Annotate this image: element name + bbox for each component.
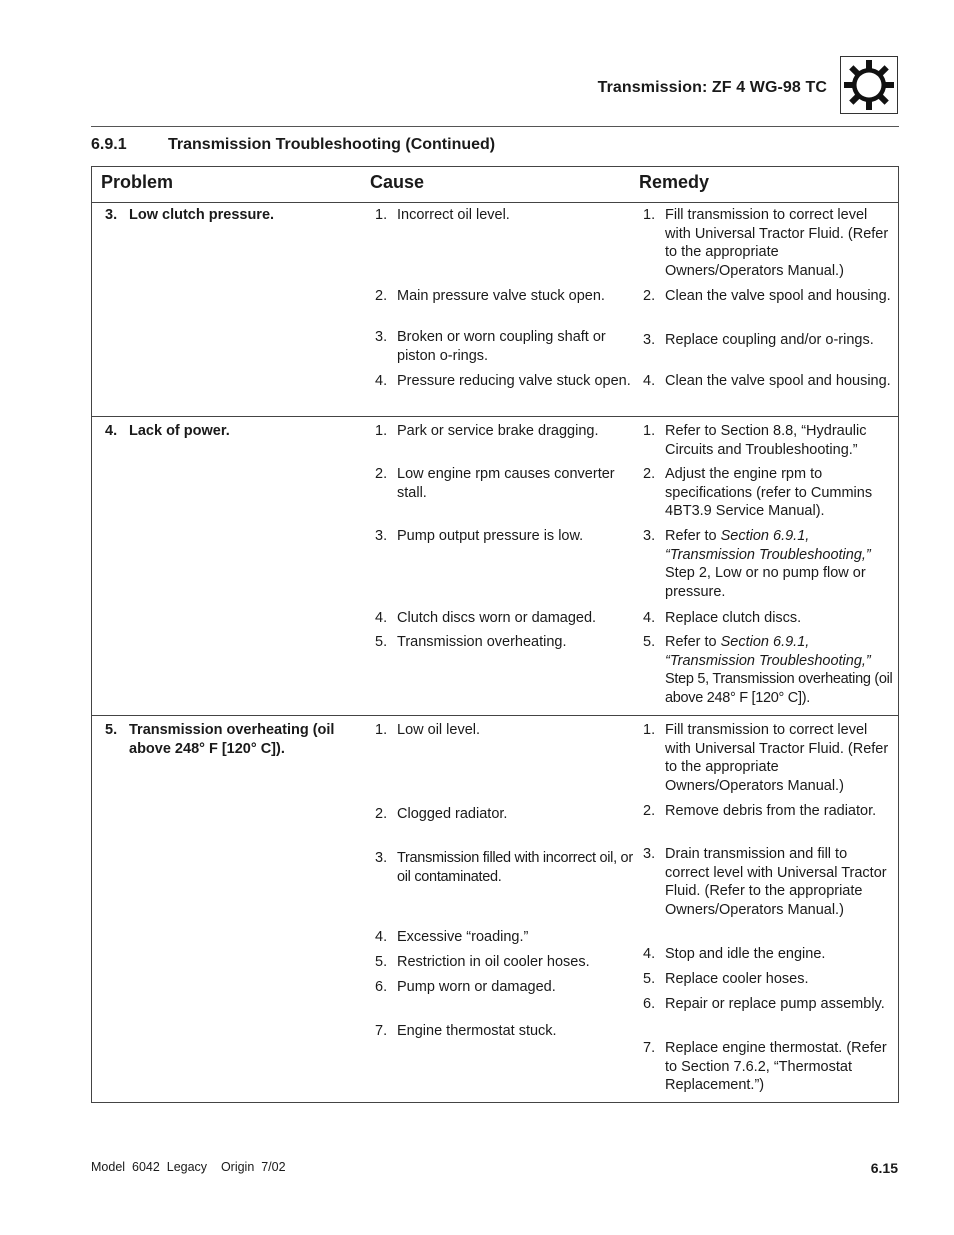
item-number: 3. xyxy=(643,332,656,348)
item-number: 1. xyxy=(375,722,388,738)
remedy-item xyxy=(643,970,893,989)
column-header-remedy: Remedy xyxy=(639,172,710,192)
item-number: 5. xyxy=(375,634,388,650)
cause-item xyxy=(375,953,635,972)
section-title: Transmission Troubleshooting (Continued) xyxy=(168,136,496,153)
section-reference: Section 6.9.1, “Transmission Troubleshooting,” xyxy=(665,634,871,669)
remedy-item xyxy=(643,331,893,350)
item-text-plain: Step 2, Low or no pump flow or pressure. xyxy=(665,565,866,600)
page-number: 6.15 xyxy=(870,1160,898,1176)
problem-number: 4. xyxy=(105,423,118,439)
cause-item xyxy=(375,422,635,441)
cause-item xyxy=(375,978,635,997)
item-text: Repair or replace pump assembly. xyxy=(665,996,885,1012)
troubleshooting-table xyxy=(91,166,899,1103)
item-text: Replace clutch discs. xyxy=(665,610,802,626)
gear-icon-box xyxy=(840,56,898,114)
item-text: Clean the valve spool and housing. xyxy=(665,288,891,304)
item-text: Replace engine thermostat. (Refer to Section 7.6.2, “Thermostat Replacement.”) xyxy=(665,1040,887,1094)
section-number: 6.9.1 xyxy=(91,136,127,153)
cause-item xyxy=(375,527,635,546)
remedy-item xyxy=(643,422,893,459)
footer-model-info: Model 6042 Legacy Origin 7/02 xyxy=(91,1160,286,1174)
item-number: 2. xyxy=(375,288,388,304)
item-text: Clogged radiator. xyxy=(397,806,508,822)
problem-lack-of-power xyxy=(105,422,355,441)
remedy-item xyxy=(643,287,893,306)
item-number: 2. xyxy=(375,466,388,482)
item-number: 4. xyxy=(643,946,656,962)
item-text: Transmission filled with incorrect oil, or oil contaminated. xyxy=(397,850,633,885)
gear-icon xyxy=(843,59,895,111)
item-text: Excessive “roading.” xyxy=(397,929,529,945)
item-text: Replace cooler hoses. xyxy=(665,971,809,987)
problem-number: 3. xyxy=(105,207,118,223)
remedy-item xyxy=(643,372,893,391)
item-number: 2. xyxy=(643,288,656,304)
remedy-item xyxy=(643,721,893,795)
item-text: Clutch discs worn or damaged. xyxy=(397,610,597,626)
remedy-item xyxy=(643,465,893,521)
problem-text: Transmission overheating (oil above 248° F [120° C]). xyxy=(129,722,335,757)
remedy-item xyxy=(643,845,893,919)
section-heading xyxy=(91,136,495,154)
item-number: 1. xyxy=(375,423,388,439)
row-divider xyxy=(92,715,898,716)
cause-item xyxy=(375,1022,635,1041)
column-header-problem: Problem xyxy=(101,172,174,192)
item-text-plain: Step 5, Transmission overheating (oil above 248° F [120° C]). xyxy=(665,671,893,706)
remedy-item xyxy=(643,995,893,1014)
problem-text: Lack of power. xyxy=(129,423,230,439)
item-text: Fill transmission to correct level with Universal Tractor Fluid. (Refer to the appropriate Owners/Operators Manual.) xyxy=(665,207,889,279)
problem-number: 5. xyxy=(105,722,118,738)
cause-item xyxy=(375,206,635,225)
cause-item xyxy=(375,849,635,886)
item-number: 1. xyxy=(643,722,656,738)
header-divider xyxy=(91,126,899,127)
item-number: 5. xyxy=(643,971,656,987)
cause-item xyxy=(375,287,635,306)
header-row-divider xyxy=(92,202,898,203)
item-number: 4. xyxy=(375,929,388,945)
item-number: 5. xyxy=(643,634,656,650)
cause-item xyxy=(375,805,635,824)
item-number: 2. xyxy=(375,806,388,822)
item-number: 3. xyxy=(375,329,388,345)
item-text: Broken or worn coupling shaft or piston o-rings. xyxy=(397,329,606,364)
item-text: Incorrect oil level. xyxy=(397,207,510,223)
item-number: 5. xyxy=(375,954,388,970)
item-number: 1. xyxy=(643,207,656,223)
item-number: 6. xyxy=(375,979,388,995)
cause-item xyxy=(375,372,635,391)
remedy-item xyxy=(643,206,893,280)
item-text: Replace coupling and/or o-rings. xyxy=(665,332,874,348)
cause-item xyxy=(375,633,635,652)
cause-item xyxy=(375,609,635,628)
cause-item xyxy=(375,721,635,740)
item-text: Main pressure valve stuck open. xyxy=(397,288,605,304)
item-text: Clean the valve spool and housing. xyxy=(665,373,891,389)
row-divider xyxy=(92,416,898,417)
item-text: Low oil level. xyxy=(397,722,481,738)
item-text: Transmission overheating. xyxy=(397,634,567,650)
item-text xyxy=(665,527,893,601)
remedy-item xyxy=(643,802,893,821)
remedy-item xyxy=(643,633,893,707)
item-number: 3. xyxy=(643,846,656,862)
remedy-item xyxy=(643,945,893,964)
item-text xyxy=(665,633,893,707)
item-text: Drain transmission and fill to correct level with Universal Tractor Fluid. (Refer to the appropriate Owners/Operators Manual.) xyxy=(665,846,887,918)
item-text-plain: Refer to xyxy=(665,528,721,544)
item-number: 2. xyxy=(643,803,656,819)
item-number: 3. xyxy=(643,528,656,544)
remedy-item xyxy=(643,1039,893,1095)
item-text: Pump worn or damaged. xyxy=(397,979,556,995)
item-number: 7. xyxy=(643,1040,656,1056)
item-text: Fill transmission to correct level with Universal Tractor Fluid. (Refer to the appropriate Owners/Operators Manual.) xyxy=(665,722,889,794)
item-number: 3. xyxy=(375,850,388,866)
item-text-plain: Refer to xyxy=(665,634,721,650)
item-number: 3. xyxy=(375,528,388,544)
remedy-item xyxy=(643,527,893,601)
item-text: Remove debris from the radiator. xyxy=(665,803,877,819)
column-header-cause: Cause xyxy=(370,172,425,192)
item-text: Stop and idle the engine. xyxy=(665,946,826,962)
item-number: 4. xyxy=(643,610,656,626)
cause-item xyxy=(375,328,635,365)
item-text: Park or service brake dragging. xyxy=(397,423,599,439)
item-number: 2. xyxy=(643,466,656,482)
header-title: Transmission: ZF 4 WG-98 TC xyxy=(597,79,827,96)
item-text: Restriction in oil cooler hoses. xyxy=(397,954,590,970)
item-text: Engine thermostat stuck. xyxy=(397,1023,557,1039)
item-text: Adjust the engine rpm to specifications (refer to Cummins 4BT3.9 Service Manual). xyxy=(665,466,873,520)
item-number: 1. xyxy=(375,207,388,223)
item-number: 4. xyxy=(375,610,388,626)
cause-item xyxy=(375,928,635,947)
item-text: Pump output pressure is low. xyxy=(397,528,584,544)
item-number: 4. xyxy=(375,373,388,389)
problem-transmission-overheating xyxy=(105,721,355,759)
item-number: 1. xyxy=(643,423,656,439)
item-text: Low engine rpm causes converter stall. xyxy=(397,466,615,501)
item-number: 4. xyxy=(643,373,656,389)
section-reference: Section 6.9.1, “Transmission Troubleshooting,” xyxy=(665,528,871,563)
problem-text: Low clutch pressure. xyxy=(129,207,275,223)
item-text: Pressure reducing valve stuck open. xyxy=(397,373,631,389)
cause-item xyxy=(375,465,635,502)
problem-low-clutch-pressure xyxy=(105,206,355,225)
item-number: 7. xyxy=(375,1023,388,1039)
remedy-item xyxy=(643,609,893,628)
item-number: 6. xyxy=(643,996,656,1012)
item-text: Refer to Section 8.8, “Hydraulic Circuits and Troubleshooting.” xyxy=(665,423,867,458)
